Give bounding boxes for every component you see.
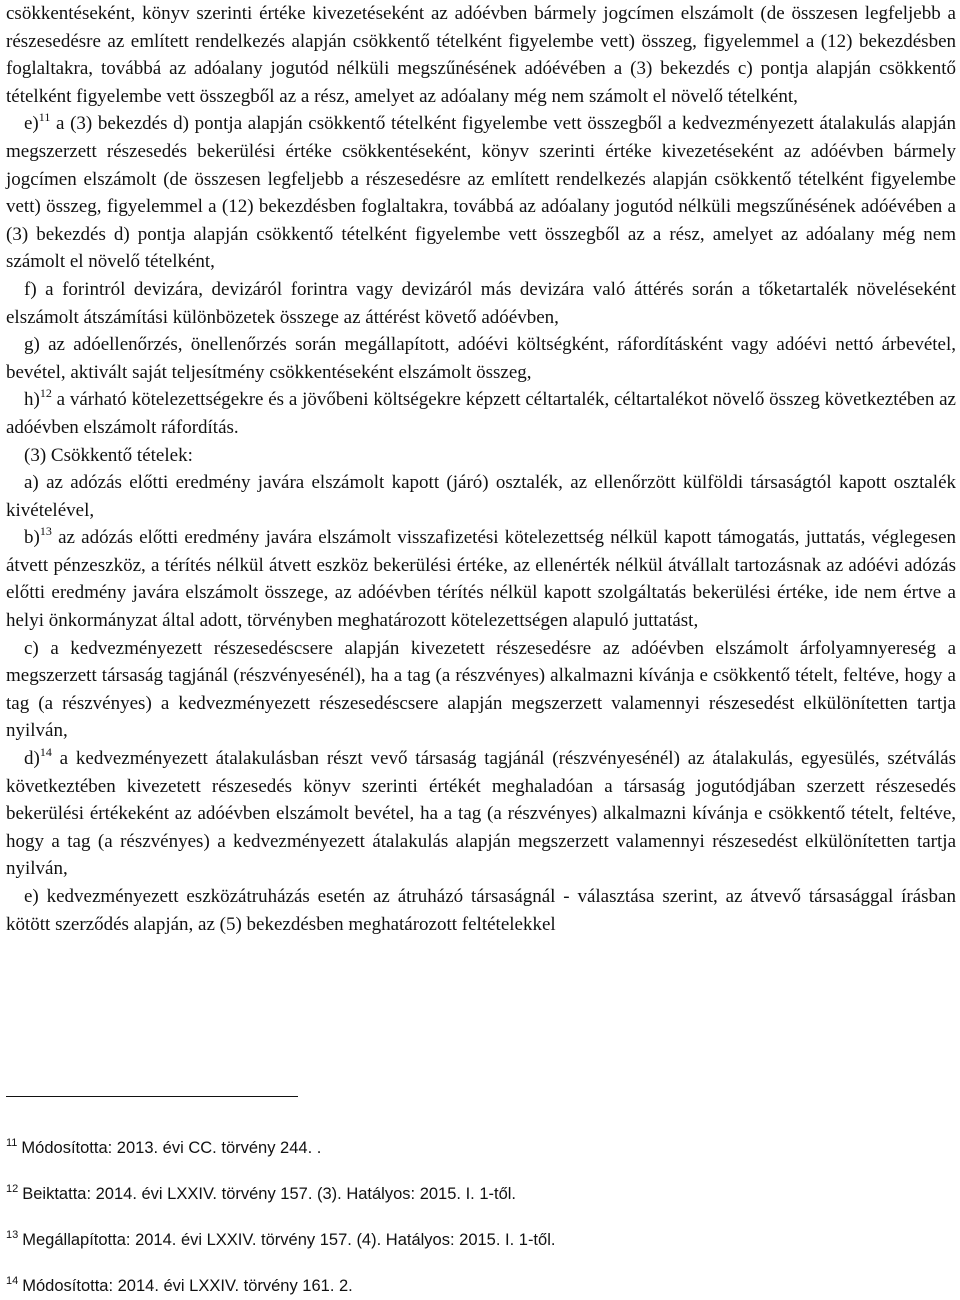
paragraph-item-g bbox=[6, 331, 956, 386]
item-marker: d) bbox=[24, 748, 40, 770]
footnote-12 bbox=[6, 1184, 516, 1204]
paragraph-item-d bbox=[6, 745, 956, 883]
footnote-ref-12[interactable]: 12 bbox=[39, 386, 52, 401]
paragraph-item-f bbox=[6, 276, 956, 331]
paragraph-text: a várható kötelezettségekre és a jövőbeni költségekre képzett céltartalék, céltartalékot növelő összeg következtében az adóévben elszámolt ráfordítás. bbox=[6, 389, 956, 438]
item-marker: b) bbox=[24, 527, 40, 549]
document-page bbox=[6, 0, 956, 938]
footnotes-section bbox=[6, 1096, 956, 1295]
footnote-13 bbox=[6, 1230, 555, 1250]
footnote-text: Beiktatta: 2014. évi LXXIV. törvény 157. (3). Hatályos: 2015. I. 1-től. bbox=[22, 1185, 517, 1203]
paragraph-text: f) a forintról devizára, devizáról forintra vagy devizáról más devizára való áttérés során a tőketartalék növeléseként elszámolt átszámítási különbözetek összege az áttérést követő adóévben, bbox=[6, 278, 956, 328]
paragraph-text: g) az adóellenőrzés, önellenőrzés során megállapított, adóévi költségként, ráfordításként vagy adóévi nettó árbevétel, bevétel, aktivált saját teljesítmény csökkentéseként elszámolt összeg, bbox=[6, 334, 956, 383]
footnote-ref-11[interactable]: 11 bbox=[38, 110, 51, 125]
paragraph-text: a kedvezményezett átalakulásban részt vevő társaság tagjánál (részvényesénél) az átalakulás, egyesülés, szétválás következtében kivezetett részesedés könyv szerinti értékét meghaladóan a társaság jogutódjában szerzett részesedés bekerülési értékeként az adóévben elszámolt bevétel, ha a tag (a részvényes) alkalmazni kívánja e csökkentő tételt, feltéve, hogy a tag (a részvényes) a kedvezményezett átalakulás alapján megszerzett valamennyi részesedést elkülönítetten tartja nyilván, bbox=[6, 748, 956, 880]
body-text bbox=[6, 0, 956, 938]
footnote-number: 13 bbox=[6, 1229, 19, 1241]
footnote-11 bbox=[6, 1138, 321, 1158]
footnote-divider bbox=[6, 1096, 298, 1097]
item-marker: e) bbox=[24, 113, 39, 135]
footnote-14 bbox=[6, 1276, 353, 1296]
paragraph-item-c bbox=[6, 635, 956, 745]
footnote-text: Módosította: 2014. évi LXXIV. törvény 161. 2. bbox=[22, 1277, 353, 1295]
footnote-number: 14 bbox=[6, 1275, 19, 1287]
paragraph-text: az adózás előtti eredmény javára elszámolt visszafizetési kötelezettség nélkül kapott támogatás, juttatás, véglegesen átvett pénzeszköz, a térítés nélkül átvett eszköz bekerülési értéke, az ellenérték nélkül átvállalt tartozásnak az adóévi adózás előtti eredmény javára elszámolt összege, az adóévben térítés nélkül kapott szolgáltatás bekerülési értéke, ide nem értve a helyi önkormányzat által adott, törvényben meghatározott kötelezettségen alapuló juttatást, bbox=[6, 527, 956, 632]
paragraph-text: csökkentéseként, könyv szerinti értéke kivezetéseként az adóévben bármely jogcímen elszámolt (de összesen legfeljebb a részesedésre az említett rendelkezés alapján csökkentő tételként figyelembe vett) összeg, figyelemmel a (12) bekezdésben foglaltakra, továbbá az adóalany jogutód nélküli megszűnésének adóévében a (3) bekezdés c) pontja alapján csökkentő tételként figyelembe vett összegből az a rész, amelyet az adóalany még nem számolt el növelő tételként, bbox=[6, 3, 956, 107]
item-marker: h) bbox=[24, 389, 40, 411]
footnote-ref-14[interactable]: 14 bbox=[39, 745, 52, 760]
paragraph-item-b bbox=[6, 524, 956, 634]
footnote-text: Megállapította: 2014. évi LXXIV. törvény 157. (4). Hatályos: 2015. I. 1-től. bbox=[22, 1231, 556, 1249]
paragraph-continuation bbox=[6, 0, 956, 110]
footnote-text: Módosította: 2013. évi CC. törvény 244. . bbox=[21, 1139, 322, 1157]
section-heading-3 bbox=[6, 442, 956, 470]
footnote-number: 11 bbox=[6, 1137, 18, 1149]
footnote-ref-13[interactable]: 13 bbox=[39, 524, 52, 539]
paragraph-text: a (3) bekezdés d) pontja alapján csökkentő tételként figyelembe vett összegből a kedvezményezett átalakulás alapján megszerzett részesedés bekerülési értéke csökkentéseként, könyv szerinti értéke kivezetéseként az adóévben bármely jogcímen elszámolt (de összesen legfeljebb a részesedésre az említett rendelkezés alapján csökkentő tételként figyelembe vett) összeg, figyelemmel a (12) bekezdésben foglaltakra, továbbá az adóalany jogutód nélküli megszűnésének adóévében a (3) bekezdés d) pontja alapján csökkentő tételként figyelembe vett összegből az a rész, amelyet az adóalany még nem számolt el növelő tételként, bbox=[6, 113, 956, 273]
paragraph-text: a) az adózás előtti eredmény javára elszámolt kapott (járó) osztalék, az ellenőrzött külföldi társaságtól kapott osztalék kivételével, bbox=[6, 472, 956, 521]
paragraph-text: (3) Csökkentő tételek: bbox=[24, 444, 193, 466]
paragraph-item-h bbox=[6, 386, 956, 441]
paragraph-text: e) kedvezményezett eszközátruházás esetén az átruházó társaságnál - választása szerint, az átvevő társasággal írásban kötött szerződés alapján, az (5) bekezdésben meghatározott feltételekkel bbox=[6, 886, 956, 935]
paragraph-item-a bbox=[6, 469, 956, 524]
paragraph-item-e-2 bbox=[6, 883, 956, 938]
footnote-number: 12 bbox=[6, 1183, 19, 1195]
paragraph-text: c) a kedvezményezett részesedéscsere alapján kivezetett részesedésre az adóévben elszámolt árfolyamnyereség a megszerzett társaság tagjánál (részvényesénél), ha a tag (a részvényes) alkalmazni kívánja e csökkentő tételt, feltéve, hogy a tag (a részvényes) a kedvezményezett részesedéscsere alapján megszerzett valamennyi részesedést elkülönítetten tartja nyilván, bbox=[6, 637, 956, 742]
paragraph-item-e bbox=[6, 110, 956, 276]
